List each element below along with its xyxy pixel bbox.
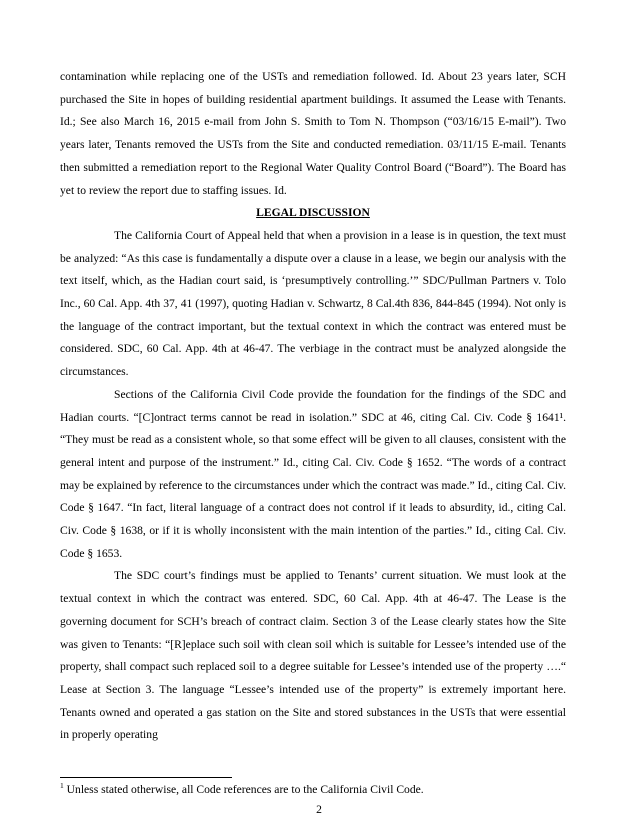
paragraph-application: The SDC court’s findings must be applied to Tenants’ current situation. We must look at the textual context in which the contract was entered. SDC, 60 Cal. App. 4th at 46-47. The Lease is the governing document for SCH’s breach of contract claim. Section 3 of the Lease clearly states how the Site was given to Tenants: “[R]eplace such soil with clean soil which is suitable for Lessee’s intended use of the property, shall compact such replaced soil to a degree suitable for Lessee’s intended use of the property ….“ Lease at Section 3. The language “Lessee’s intended use of the property” is extremely important here. Tenants owned and operated a gas station on the Site and stored substances in the USTs that were essential in properly operating xyxy=(60,569,566,742)
paragraph-continuation: contamination while replacing one of the USTs and remediation followed. Id. About 23 years later, SCH purchased the Site in hopes of building residential apartment buildings. It assumed the Lease with Tenants. Id.; See also March 16, 2015 e-mail from John S. Smith to Tom N. Thompson (“03/16/15 E-mail”). Two years later, Tenants removed the USTs from the Site and conducted remediation. 03/11/15 E-mail. Tenants then submitted a remediation report to the Regional Water Quality Control Board (“Board”). The Board has yet to review the report due to staffing issues. Id. xyxy=(60,70,566,197)
footnote-text: Unless stated otherwise, all Code references are to the California Civil Code. xyxy=(63,783,424,796)
footnote xyxy=(60,780,566,800)
page-number: 2 xyxy=(316,803,322,816)
footnote-divider xyxy=(60,777,232,778)
paragraph-civil-code: Sections of the California Civil Code provide the foundation for the findings of the SDC and Hadian courts. “[C]ontract terms cannot be read in isolation.” SDC at 46, citing Cal. Civ. Code § 1641¹. “They must be read as a consistent whole, so that some effect will be given to all clauses, consistent with the general intent and purpose of the instrument.” Id., citing Cal. Civ. Code § 1652. “The words of a contract may be explained by reference to the circumstances under which the contract was made.” Id., citing Cal. Civ. Code § 1647. “In fact, literal language of a contract does not control if it leads to absurdity, id., citing Cal. Civ. Code § 1638, or if it is wholly inconsistent with the main intention of the parties.” Id., citing Cal. Civ. Code § 1653. xyxy=(60,387,566,560)
section-heading: LEGAL DISCUSSION xyxy=(256,206,370,220)
paragraph-lease-analysis: The California Court of Appeal held that when a provision in a lease is in question, the text must be analyzed: “As this case is fundamentally a dispute over a clause in a lease, we begin our analysis with the text itself, which, as the Hadian court said, is ‘presumptively controlling.’” SDC/Pullman Partners v. Tolo Inc., 60 Cal. App. 4th 37, 41 (1997), quoting Hadian v. Schwartz, 8 Cal.4th 836, 844-845 (1994). Not only is the language of the contract important, but the textual context in which the contract was entered must be considered. SDC, 60 Cal. App. 4th at 46-47. The verbiage in the contract must be analyzed alongside the circumstances. xyxy=(60,228,566,379)
body-text xyxy=(60,66,566,747)
footnote-marker: 1 xyxy=(60,781,64,791)
